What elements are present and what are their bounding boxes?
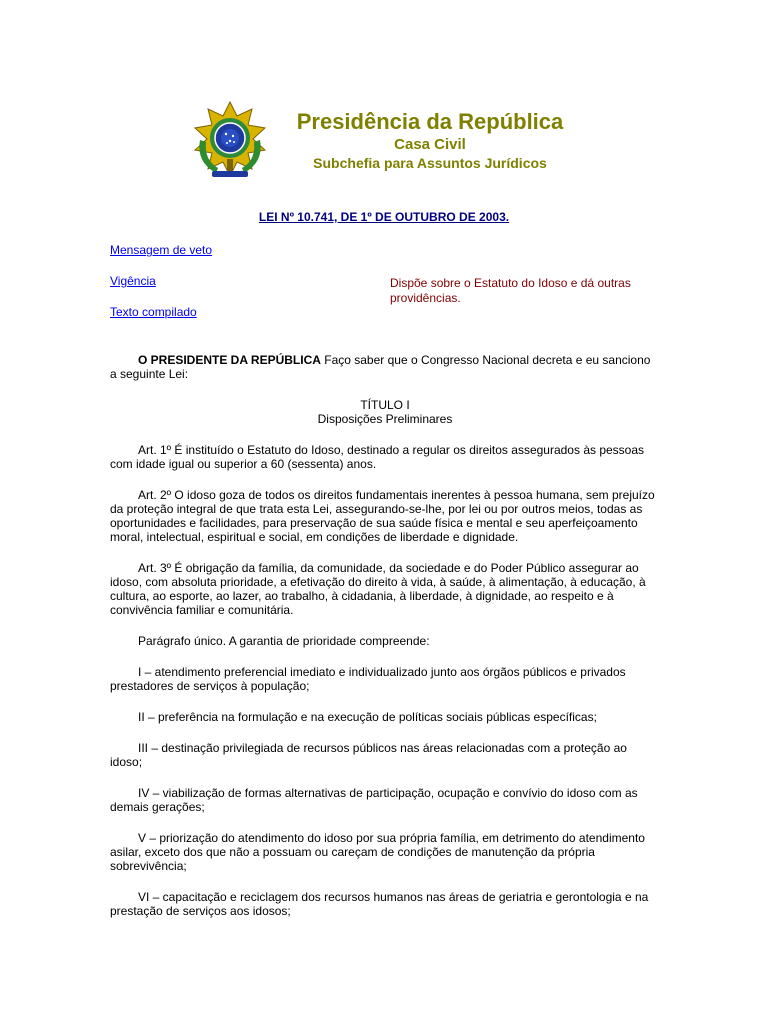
header — [190, 100, 610, 182]
ementa: Dispõe sobre o Estatuto do Idoso e dá outras providências. — [390, 276, 631, 305]
header-subtitle-subchefia: Subchefia para Assuntos Jurídicos — [313, 155, 547, 171]
article-1: Art. 1º É instituído o Estatuto do Idoso, destinado a regular os direitos assegurados às pessoas com idade igual ou superior a 60 (sessenta) anos. — [110, 443, 645, 471]
coat-of-arms-icon — [190, 100, 270, 180]
preamble — [110, 353, 660, 381]
paragrafo-unico: Parágrafo único. A garantia de prioridade compreende: — [138, 634, 430, 648]
article-2: Art. 2º O idoso goza de todos os direitos fundamentais inerentes à pessoa humana, sem prejuízo da proteção integral de que trata esta Lei, assegurando-se-lhe, por lei ou por outros meios, todas as oportunidades e facilidades, para preservação de sua saúde física e mental e seu aperfeiçoamento moral, intelectual, espiritual e social, em condições de liberdade e dignidade. — [110, 488, 655, 544]
inciso-iii: III – destinação privilegiada de recursos públicos nas áreas relacionadas com a proteção ao idoso; — [110, 741, 627, 769]
preamble-president: O PRESIDENTE DA REPÚBLICA — [138, 353, 321, 367]
article-3: Art. 3º É obrigação da família, da comunidade, da sociedade e do Poder Público assegurar ao idoso, com absoluta prioridade, a efetivação do direito à vida, à saúde, à alimentação, à educação, à cultura, ao esporte, ao lazer, ao trabalho, à cidadania, à liberdade, à dignidade, ao respeito e à convivência familiar e comunitária. — [110, 561, 646, 617]
titulo-number: TÍTULO I — [360, 398, 410, 412]
preamble-text: Faço saber que o Congresso Nacional decreta e eu sanciono a seguinte Lei: — [110, 353, 651, 381]
titulo-heading — [110, 398, 660, 426]
law-body — [110, 353, 660, 935]
titulo-name: Disposições Preliminares — [317, 412, 453, 426]
inciso-v: V – priorização do atendimento do idoso por sua própria família, em detrimento do atendimento asilar, exceto dos que não a possuam ou careçam de condições de manutenção da própria sobrevivência; — [110, 831, 645, 873]
inciso-iv: IV – viabilização de formas alternativas de participação, ocupação e convívio do idoso com as demais gerações; — [110, 786, 638, 814]
texto-compilado-link[interactable]: Texto compilado — [110, 305, 197, 319]
mensagem-de-veto-link[interactable]: Mensagem de veto — [110, 243, 213, 257]
inciso-i: I – atendimento preferencial imediato e individualizado junto aos órgãos públicos e privados prestadores de serviços à população; — [110, 665, 626, 693]
inciso-vi: VI – capacitação e reciclagem dos recursos humanos nas áreas de geriatria e gerontologia e na prestação de serviços aos idosos; — [110, 890, 649, 918]
vigencia-link[interactable]: Vigência — [110, 274, 156, 288]
law-title-link[interactable]: LEI Nº 10.741, DE 1º DE OUTUBRO DE 2003. — [258, 210, 510, 224]
page-title: Presidência da República — [296, 109, 564, 134]
header-subtitle-casa-civil: Casa Civil — [394, 136, 466, 153]
inciso-ii: II – preferência na formulação e na execução de políticas sociais públicas específicas; — [138, 710, 597, 724]
